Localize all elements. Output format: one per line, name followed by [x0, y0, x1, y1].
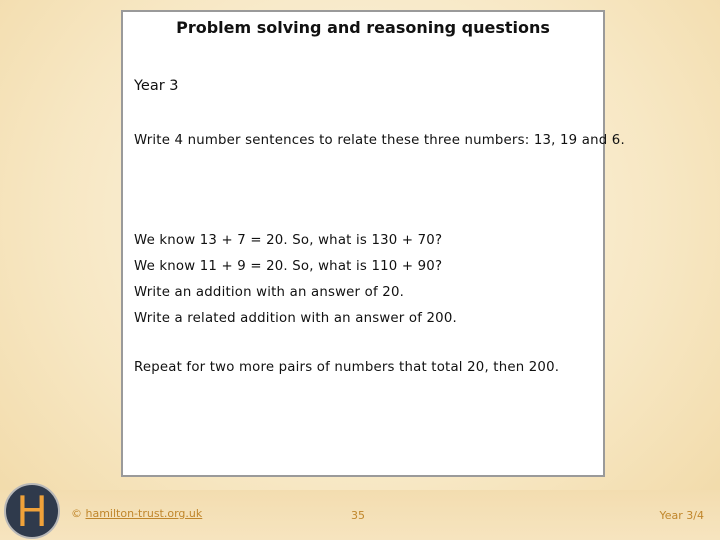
question-repeat: Repeat for two more pairs of numbers that total 20, then 200. [134, 360, 560, 375]
question-number-sentences: Write 4 number sentences to relate these three numbers: 13, 19 and 6. [134, 133, 625, 148]
hamilton-trust-link[interactable]: hamilton-trust.org.uk [85, 507, 203, 520]
copyright-symbol: © [71, 507, 82, 520]
question-line-2: We know 11 + 9 = 20. So, what is 110 + 90? [134, 259, 443, 274]
question-line-4: Write a related addition with an answer of 200. [134, 311, 457, 326]
logo-letter: H [16, 487, 48, 536]
year-heading: Year 3 [134, 78, 179, 94]
slide-title: Problem solving and reasoning questions [176, 18, 550, 37]
question-line-3: Write an addition with an answer of 20. [134, 285, 405, 300]
page-number: 35 [351, 509, 365, 522]
hamilton-logo [4, 483, 60, 539]
copyright [71, 507, 202, 520]
slide-content-panel [121, 10, 625, 477]
year-label: Year 3/4 [659, 509, 704, 522]
question-line-1: We know 13 + 7 = 20. So, what is 130 + 70? [134, 233, 443, 248]
